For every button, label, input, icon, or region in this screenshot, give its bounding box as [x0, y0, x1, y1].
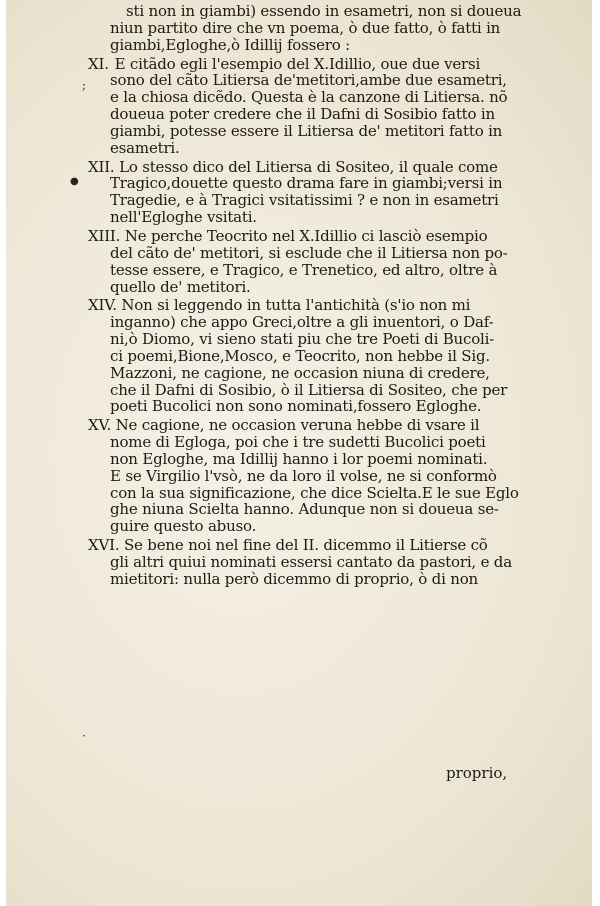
text-line [88, 348, 566, 365]
line-text: inganno) che appo Greci,oltre a gli inuentori, o Daf- [110, 314, 494, 332]
line-text: E citãdo egli l'esempio del X.Idillio, oue due versi [110, 55, 481, 73]
margin-dot-mark: ; [82, 78, 87, 92]
section-number: XI. [88, 55, 109, 73]
section-number: XVI. [88, 537, 120, 554]
line-text: tesse essere, e Tragico, e Trenetico, ed altro, oltre à [110, 261, 498, 279]
text-line [88, 382, 566, 399]
text-line [88, 518, 566, 535]
line-text: niun partito dire che vn poema, ò due fatto, ò fatti in [110, 19, 501, 37]
text-line [88, 3, 566, 20]
text-line [88, 123, 566, 140]
text-line [88, 37, 566, 54]
catchword: proprio, [446, 764, 508, 782]
section-number: XV. [88, 417, 112, 435]
line-text: Mazzoni, ne cagione, ne occasion niuna di credere, [110, 364, 490, 382]
text-line [88, 501, 566, 518]
text-line [88, 140, 566, 157]
margin-dot-mark: · [82, 729, 86, 743]
line-text: Ne perche Teocrito nel X.Idillio ci lasciò esempio [120, 227, 488, 245]
text-line [88, 72, 566, 89]
text-line [88, 468, 566, 485]
text-line [88, 365, 566, 382]
section-first-line [88, 297, 566, 314]
line-text: ni,ò Diomo, vi sieno stati piu che tre Poeti di Bucoli- [110, 331, 495, 348]
line-text: E se Virgilio l'vsò, ne da loro il volse, ne si conformò [110, 467, 497, 485]
line-text: non Egloghe, ma Idillij hanno i lor poemi nominati. [110, 450, 488, 468]
text-line [88, 314, 566, 331]
line-text: esametri. [110, 139, 180, 157]
text-line [88, 89, 566, 106]
line-text: e la chiosa dicẽdo. Questa è la canzone di Litiersa. nõ [110, 89, 508, 107]
line-text: nome di Egloga, poi che i tre sudetti Bucolici poeti [110, 434, 486, 451]
section-first-line [88, 537, 566, 554]
text-line [88, 398, 566, 415]
line-text: sono del cãto Litiersa de'metitori,ambe due esametri, [110, 72, 507, 90]
line-text: quello de' metitori. [110, 278, 251, 296]
text-line [88, 192, 566, 209]
section-number: XIV. [88, 297, 117, 315]
line-text: nell'Egloghe vsitati. [110, 209, 257, 226]
text-line [88, 262, 566, 279]
line-text: guire questo abuso. [110, 518, 257, 536]
line-text: doueua poter credere che il Dafni di Sosibio fatto in [110, 106, 495, 123]
line-text: ci poemi,Bione,Mosco, e Teocrito, non hebbe il Sig. [110, 347, 490, 365]
line-text: mietitori: nulla però dicemmo di proprio, ò di non [110, 570, 478, 588]
line-text: giambi,Egloghe,ò Idillij fossero : [110, 36, 351, 54]
text-line [88, 571, 566, 588]
text-line [88, 485, 566, 502]
text-line [88, 434, 566, 451]
line-text: che il Dafni di Sosibio, ò il Litiersa di Sositeo, che per [110, 381, 508, 399]
line-text: del cãto de' metitori, si esclude che il Litiersa non po- [110, 244, 508, 262]
line-text: con la sua significazione, che dice Scielta.E le sue Eglo [110, 484, 519, 502]
line-text: sti non in giambi) essendo in esametri, non si doueua [126, 3, 522, 20]
line-text: Tragico,douette questo drama fare in giambi;versi in [110, 175, 503, 193]
text-line [88, 279, 566, 296]
line-text: giambi, potesse essere il Litiersa de' metitori fatto in [110, 122, 503, 140]
section-first-line [88, 228, 566, 245]
book-page [6, 0, 592, 906]
line-text: gli altri quiui nominati essersi cantato da pastori, e da [110, 554, 512, 571]
text-line [88, 20, 566, 37]
line-text: Ne cagione, ne occasion veruna hebbe di vsare il [111, 417, 480, 435]
text-line [88, 331, 566, 348]
line-text: Tragedie, e à Tragici vsitatissimi ? e non in esametri [110, 192, 499, 210]
section-first-line [88, 159, 566, 176]
line-text: Lo stesso dico del Litiersa di Sositeo, il quale come [114, 158, 498, 176]
line-text: ghe niuna Scielta hanno. Adunque non si doueua se- [110, 501, 499, 519]
line-text: Non si leggendo in tutta l'antichità (s'io non mi [116, 297, 471, 315]
text-line [88, 554, 566, 571]
text-line [88, 209, 566, 226]
section-first-line [88, 56, 566, 73]
text-line [88, 245, 566, 262]
text-line [88, 451, 566, 468]
section-number: XII. [88, 158, 115, 176]
line-text: poeti Bucolici non sono nominati,fossero Egloghe. [110, 398, 482, 416]
text-line [88, 106, 566, 123]
margin-dot-mark: ● [70, 176, 79, 187]
body-text [88, 3, 566, 588]
text-line [88, 175, 566, 192]
section-number: XIII. [88, 227, 121, 245]
line-text: Se bene noi nel fine del II. dicemmo il Litierse cõ [119, 537, 488, 554]
section-first-line [88, 417, 566, 434]
